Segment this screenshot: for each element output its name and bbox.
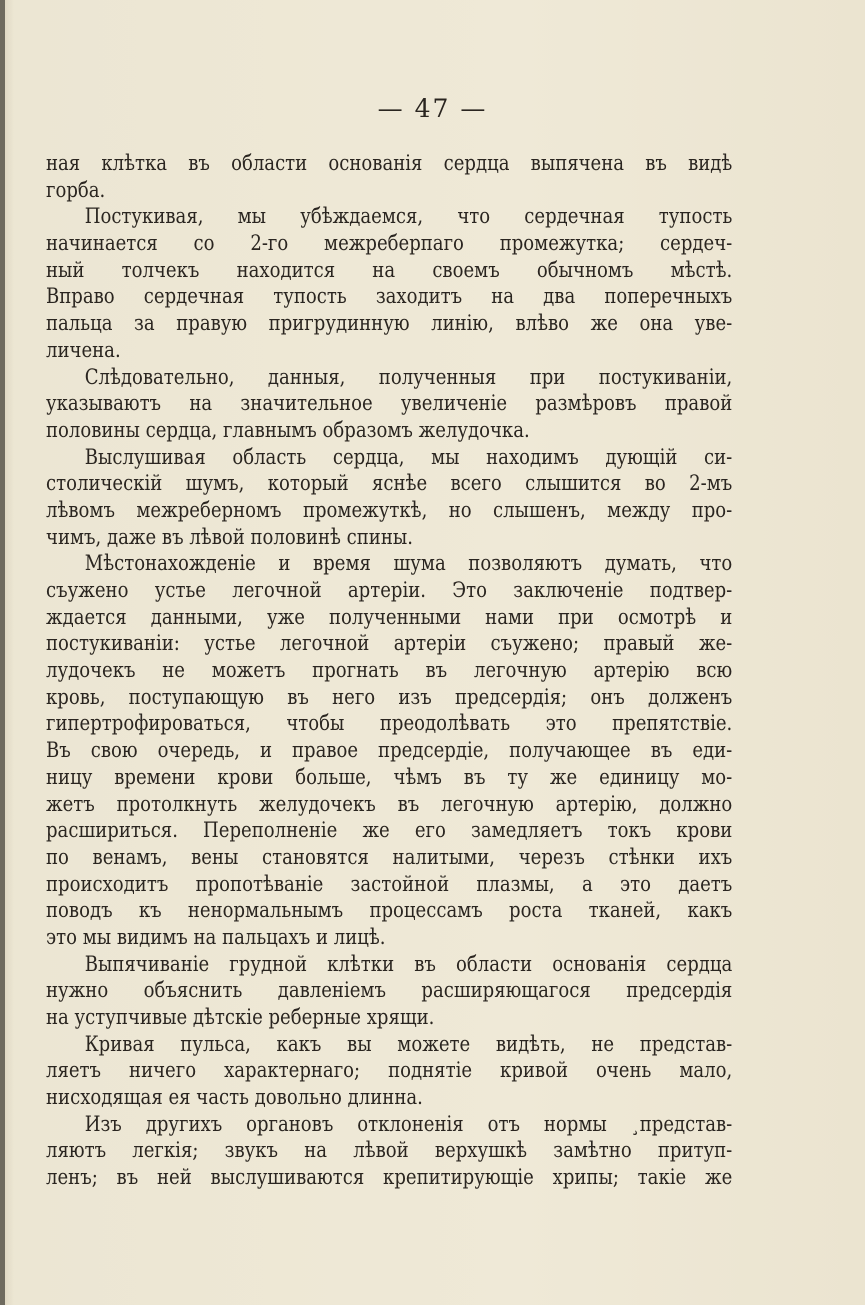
- text-line: указываютъ на значительное увеличеніе размѣровъ правой: [46, 391, 733, 416]
- text-line: Въ свою очередь, и правое предсердіе, получающее въ еди-: [46, 738, 733, 763]
- text-line: ждается данными, уже полученными нами при осмотрѣ и: [46, 604, 733, 629]
- text-line: происходитъ пропотѣваніе застойной плазмы, а это даетъ: [46, 871, 733, 896]
- book-spine-edge: [0, 0, 5, 1305]
- text-line: Мѣстонахожденіе и время шума позволяютъ думать, что: [84, 551, 733, 576]
- text-line: Слѣдовательно, данныя, полученныя при постукиваніи,: [84, 364, 733, 389]
- text-line: нисходящая ея часть довольно длинна.: [46, 1085, 423, 1110]
- text-line: нужно объяснить давленіемъ расширяющагося предсердія: [46, 978, 733, 1003]
- text-line: гипертрофироваться, чтобы преодолѣвать это препятствіе.: [46, 711, 733, 736]
- text-line: столическій шумъ, который яснѣе всего слышится во 2-мъ: [46, 471, 733, 496]
- text-line: поводъ къ ненормальнымъ процессамъ роста тканей, какъ: [46, 898, 733, 923]
- text-line: личена.: [46, 337, 121, 362]
- text-line: ленъ; въ ней выслушиваются крепитирующіе хрипы; такіе же: [46, 1165, 733, 1190]
- text-line: ляютъ легкія; звукъ на лѣвой верхушкѣ замѣтно притуп-: [46, 1138, 733, 1163]
- body-text: [46, 150, 732, 1191]
- text-line: Изъ другихъ органовъ отклоненія отъ нормы ¸представ-: [84, 1111, 733, 1136]
- text-line: на уступчивые дѣтскіе реберные хрящи.: [46, 1005, 435, 1029]
- text-line: чимъ, даже въ лѣвой половинѣ спины.: [46, 524, 413, 549]
- text-line: жетъ протолкнуть желудочекъ въ легочную артерію, должно: [46, 791, 733, 816]
- page-number: — 47 —: [377, 94, 488, 123]
- text-line: половины сердца, главнымъ образомъ желудочка.: [46, 417, 530, 442]
- text-line: начинается со 2-го межреберпаго промежутка; сердеч-: [46, 231, 733, 256]
- text-line: горба.: [46, 177, 106, 202]
- text-line: Кривая пульса, какъ вы можете видѣть, не представ-: [84, 1031, 733, 1056]
- text-line: лудочекъ не можетъ прогнать въ легочную артерію всю: [46, 658, 733, 683]
- text-line: лѣвомъ межреберномъ промежуткѣ, но слышенъ, между про-: [46, 497, 733, 522]
- text-line: ный толчекъ находится на своемъ обычномъ мѣстѣ.: [46, 257, 733, 282]
- text-line: ная клѣтка въ области основанія сердца выпячена въ видѣ: [46, 151, 733, 175]
- text-line: пальца за правую пригрудинную линію, влѣво же она уве-: [46, 311, 733, 336]
- text-line: ницу времени крови больше, чѣмъ въ ту же единицу мо-: [46, 764, 733, 789]
- text-line: съужено устье легочной артеріи. Это заключеніе подтвер-: [46, 578, 733, 602]
- text-line: ляетъ ничего характернаго; поднятіе кривой очень мало,: [46, 1058, 733, 1083]
- text-line: Выслушивая область сердца, мы находимъ дующій си-: [84, 444, 733, 469]
- text-line: расшириться. Переполненіе же его замедляетъ токъ крови: [46, 818, 733, 843]
- text-line: это мы видимъ на пальцахъ и лицѣ.: [46, 924, 386, 949]
- text-line: Постукивая, мы убѣждаемся, что сердечная тупость: [84, 204, 733, 229]
- text-line: Вправо сердечная тупость заходитъ на два поперечныхъ: [46, 284, 733, 309]
- text-line: по венамъ, вены становятся налитыми, черезъ стѣнки ихъ: [46, 844, 733, 869]
- text-line: постукиваніи: устье легочной артеріи съужено; правый же-: [46, 631, 733, 656]
- text-line: Выпячиваніе грудной клѣтки въ области основанія сердца: [84, 951, 733, 976]
- text-line: кровь, поступающую въ него изъ предсердія; онъ долженъ: [46, 684, 733, 709]
